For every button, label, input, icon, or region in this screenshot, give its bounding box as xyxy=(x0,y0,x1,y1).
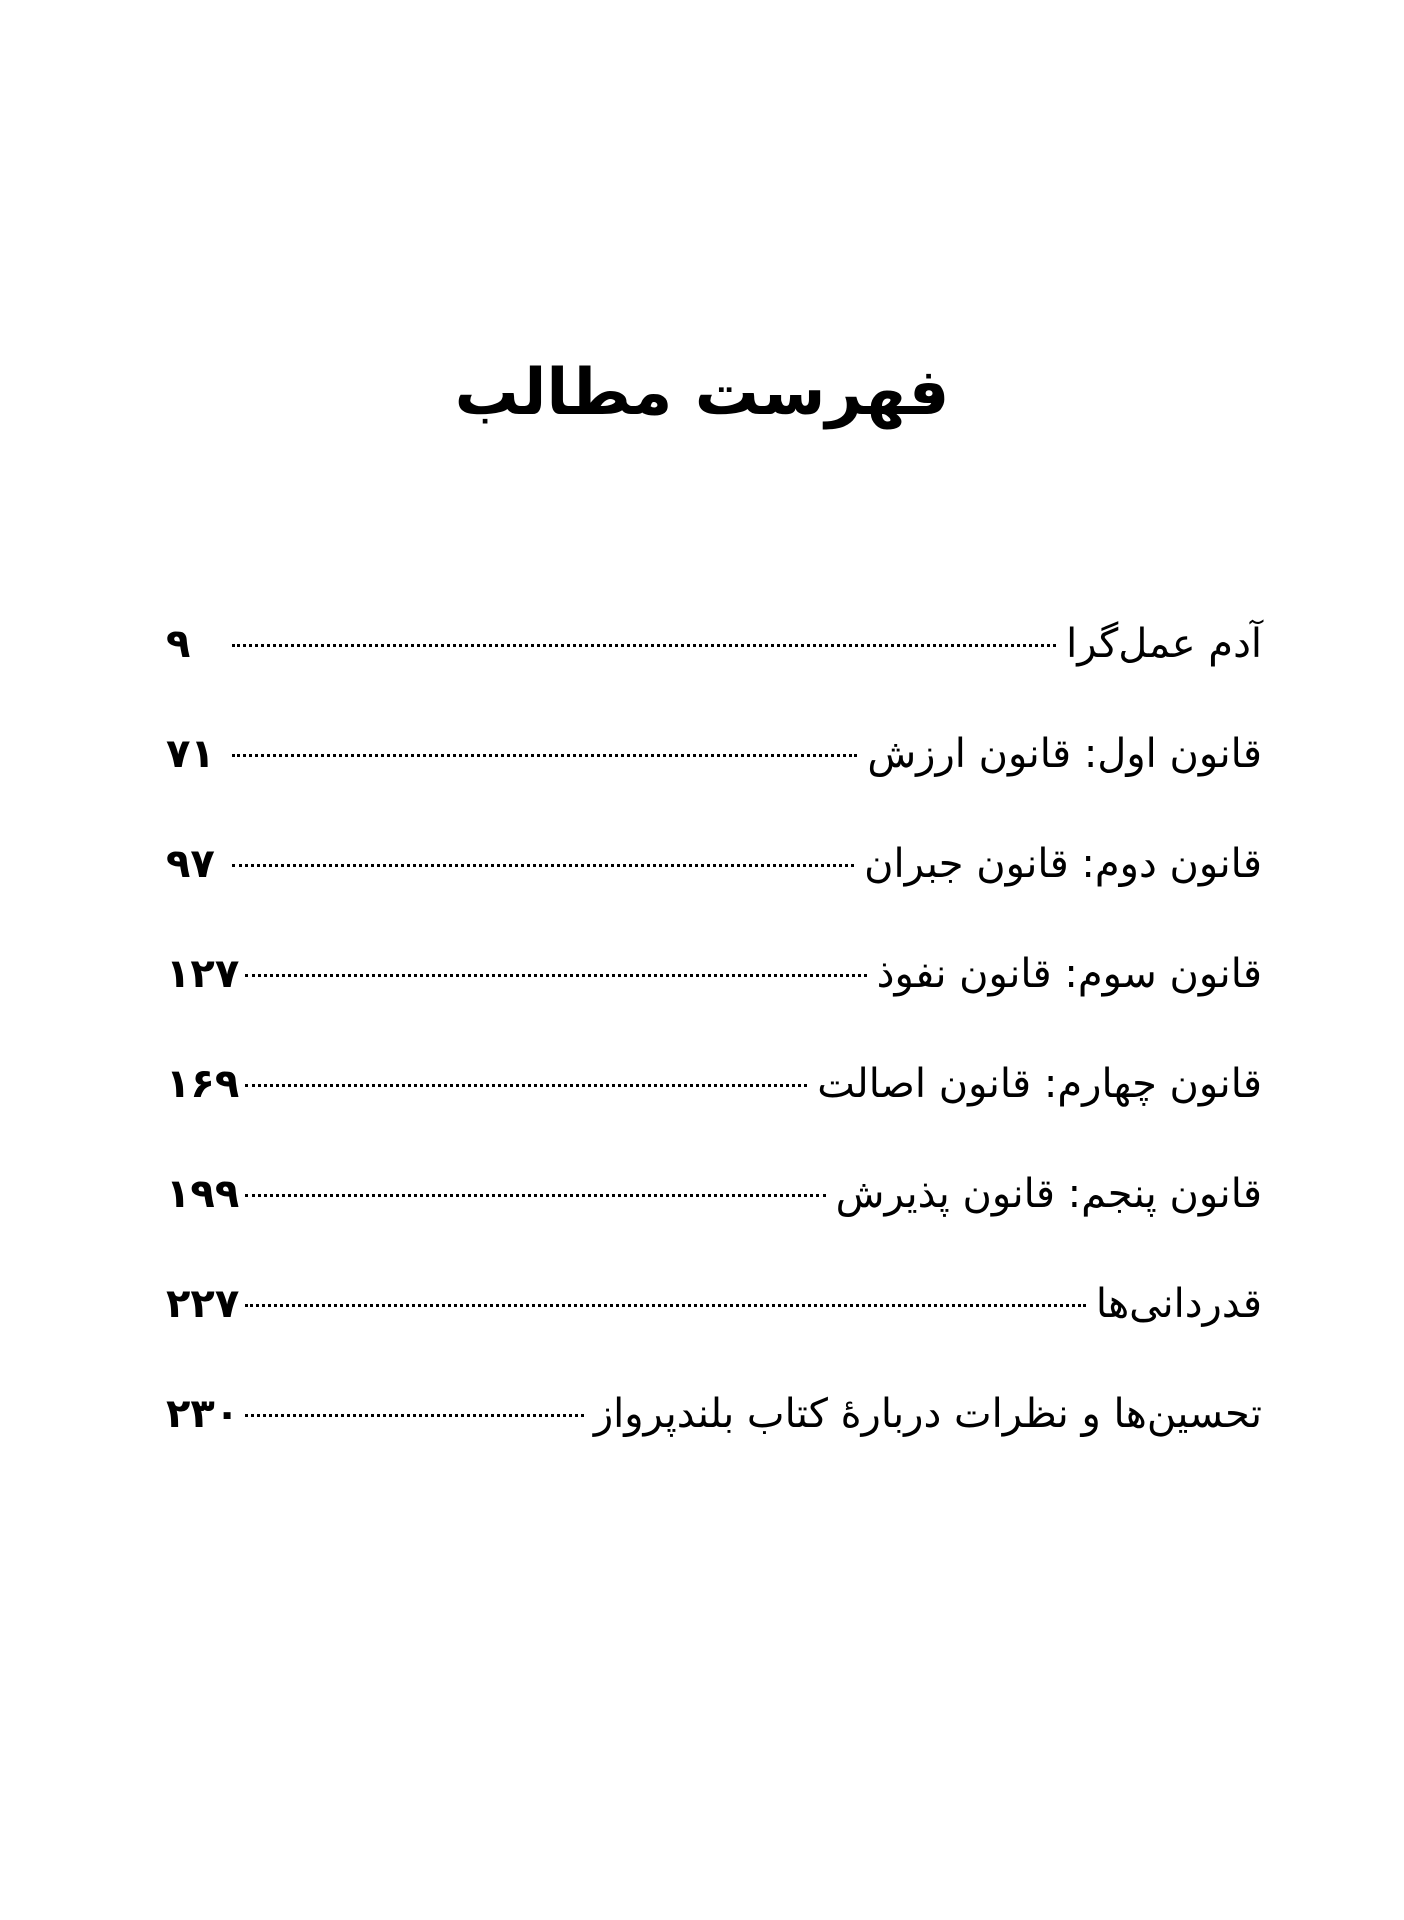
toc-entry xyxy=(166,824,1262,934)
toc-page-number: ۱۶۹ xyxy=(166,1061,240,1107)
toc-entry xyxy=(166,1044,1262,1154)
toc-entry xyxy=(166,1264,1262,1374)
toc-entry-title: قانون سوم: قانون نفوذ xyxy=(876,951,1262,997)
toc-entry-title: قانون دوم: قانون جبران xyxy=(864,841,1262,887)
toc-entry-title: قانون اول: قانون ارزش xyxy=(867,731,1262,777)
toc-page-number: ۱۲۷ xyxy=(166,951,240,997)
toc-page-number: ۲۲۷ xyxy=(166,1281,240,1327)
toc-entry xyxy=(166,1374,1262,1484)
dot-leader xyxy=(232,754,857,757)
dot-leader xyxy=(245,1084,807,1087)
dot-leader xyxy=(245,1414,584,1417)
toc-entry xyxy=(166,714,1262,824)
toc-page-number: ۷۱ xyxy=(166,731,215,777)
toc-page-number: ۱۹۹ xyxy=(166,1171,240,1217)
toc-entry xyxy=(166,934,1262,1044)
toc-entry xyxy=(166,604,1262,714)
table-of-contents xyxy=(166,604,1262,1484)
toc-entry-title: قانون پنجم: قانون پذیرش xyxy=(835,1171,1262,1217)
dot-leader xyxy=(245,1194,825,1197)
dot-leader xyxy=(232,864,854,867)
dot-leader xyxy=(245,1304,1086,1307)
toc-page-number: ۹ xyxy=(166,621,191,667)
dot-leader xyxy=(245,974,866,977)
toc-entry-title: قانون چهارم: قانون اصالت xyxy=(817,1061,1262,1107)
toc-entry xyxy=(166,1154,1262,1264)
page-title: فهرست مطالب xyxy=(454,356,950,430)
dot-leader xyxy=(232,644,1056,647)
toc-page-number: ۹۷ xyxy=(166,841,215,887)
toc-page-number: ۲۳۰ xyxy=(166,1391,240,1437)
toc-entry-title: تحسین‌ها و نظرات دربارهٔ کتاب بلندپرواز xyxy=(593,1391,1262,1437)
toc-entry-title: قدردانی‌ها xyxy=(1095,1281,1262,1327)
toc-entry-title: آدم عمل‌گرا xyxy=(1066,621,1262,667)
